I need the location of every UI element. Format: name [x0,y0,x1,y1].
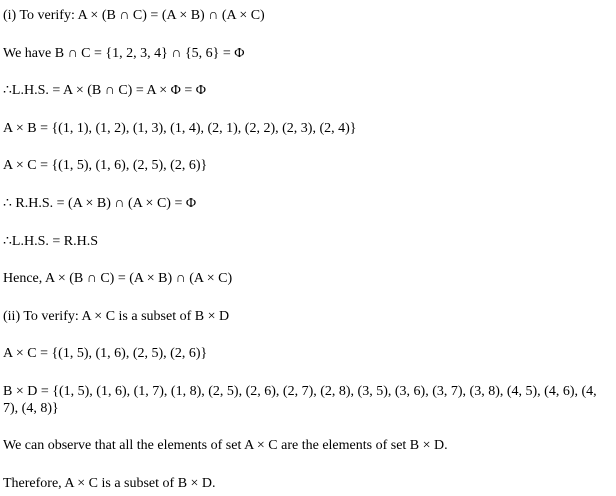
part-i-heading: (i) To verify: A × (B ∩ C) = (A × B) ∩ (A × C) [3,8,265,23]
part-i-conclusion: Hence, A × (B ∩ C) = (A × B) ∩ (A × C) [3,271,233,286]
b-intersect-c-line: We have B ∩ C = {1, 2, 3, 4} ∩ {5, 6} = Φ [3,46,245,61]
lhs-line: ∴L.H.S. = A × (B ∩ C) = A × Φ = Φ [3,83,207,98]
observation-line: We can observe that all the elements of set A × C are the elements of set B × D. [3,438,448,453]
b-cross-d-line: B × D = {(1, 5), (1, 6), (1, 7), (1, 8), (2, 5), (2, 6), (2, 7), (2, 8), (3, 5), (3, 6), (3, 7), (3, 8), (4, 5), (4, 6), (4, 7), (4, 8)} [3,384,597,416]
part-ii-heading: (ii) To verify: A × C is a subset of B × D [3,309,230,324]
a-cross-c-line: A × C = {(1, 5), (1, 6), (2, 5), (2, 6)} [3,158,208,173]
a-cross-b-line: A × B = {(1, 1), (1, 2), (1, 3), (1, 4), (2, 1), (2, 2), (2, 3), (2, 4)} [3,121,357,136]
rhs-line: ∴ R.H.S. = (A × B) ∩ (A × C) = Φ [3,196,197,211]
a-cross-c-line-repeat: A × C = {(1, 5), (1, 6), (2, 5), (2, 6)} [3,346,208,361]
part-ii-conclusion: Therefore, A × C is a subset of B × D. [3,476,216,491]
lhs-equals-rhs-line: ∴L.H.S. = R.H.S [3,234,98,249]
